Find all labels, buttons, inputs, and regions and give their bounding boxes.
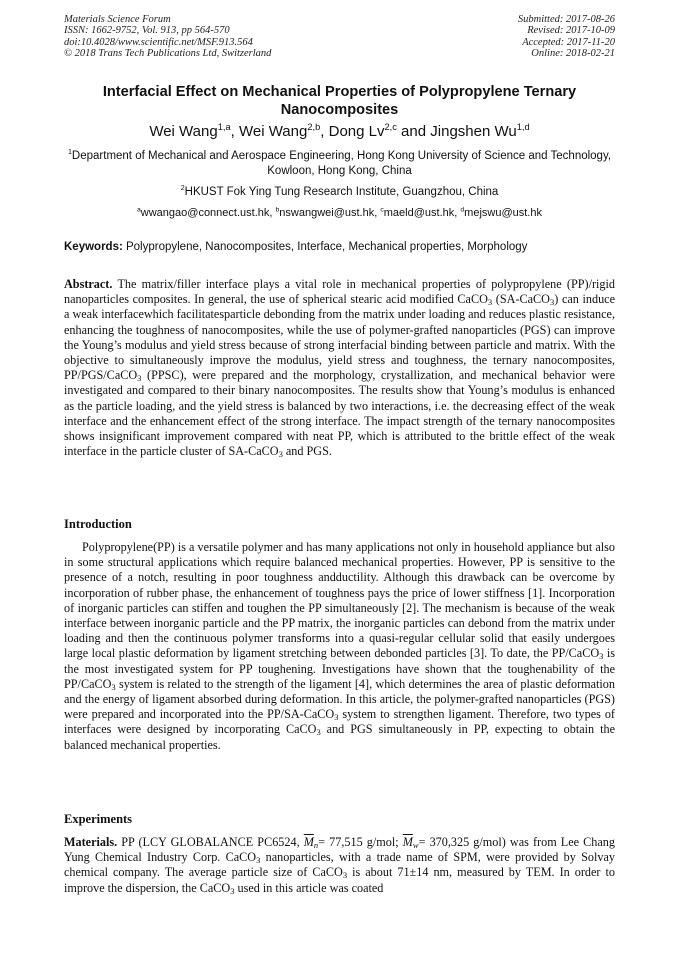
intro-text: system to strengthen ligament. Therefore, two types of interfaces were designed by incorporating CaCO	[64, 707, 615, 737]
author-separator: ,	[230, 123, 239, 140]
email-sup: b	[275, 206, 280, 214]
email[interactable]: mejswu@ust.hk	[464, 207, 542, 219]
submitted-date: Submitted: 2017-08-26	[517, 14, 615, 25]
author-name: Wei Wang	[238, 123, 308, 140]
exp-text: PP (LCY GLOBALANCE PC6524,	[117, 835, 304, 849]
keywords	[64, 241, 615, 253]
subscript: 3	[487, 297, 493, 308]
subscript: 3	[230, 885, 235, 896]
abstract-text: (PPSC), were prepared and the morphology, crystallization, and mechanical behavior were investigated and compared to their binary nanocomposites. The results show that Young’s modulus is enhanced as the particle loading, and the yield stress is balanced by two interactions, i.e. the decreasing effect of the weak interface and the enhancement effect of the strong interface. The impact strength of the ternary nanocomposites shows insignificant improvement compared with neat PP, which is attributed to the brittle effect of the weak interface in the particle cluster of SA-CaCO	[64, 368, 615, 459]
subscript: 3	[278, 449, 283, 460]
email-sup: c	[380, 206, 384, 214]
doi[interactable]: doi:10.4028/www.scientific.net/MSF.913.564	[64, 36, 253, 48]
journal-info	[64, 14, 271, 60]
affil-text: HKUST Fok Ying Tung Research Institute, Guangzhou, China	[184, 186, 499, 198]
intro-text: and PGS simultaneously in PP, expecting to obtain the balanced mechanical properties.	[64, 722, 615, 752]
email-list: $^a$wwangao@connect.ust.hk, $^b$nswangwei@ust.hk, $^c$maeld@ust.hk, $^d$mejswu@ust.hk	[137, 206, 542, 219]
exp-text: is about 71±14 nm, measured by TEM. In order to improve the dispersion, the CaCO	[64, 865, 615, 895]
experiments-heading: Experiments	[64, 812, 133, 826]
subscript: 3	[334, 712, 339, 723]
abstract-text: (SA-CaCO	[492, 292, 550, 307]
author-name: Wei Wang	[149, 123, 218, 140]
subscript: 3	[256, 855, 261, 866]
author-affil-sup: 1,d	[516, 122, 530, 132]
affiliation-2	[64, 185, 615, 200]
mw-symbol: $\overline{M}$	[402, 835, 413, 849]
materials-label: Materials.	[64, 835, 118, 849]
author-affil-sup: 2,b	[307, 122, 321, 132]
intro-text: system is related to the strength of the ligament [4], which determines the area of plastic deformation and the energy of ligament absorbed during deformation. In this article, the polymer-grafted nanoparticles (PGS) were prepared and incorporated into the PP/SA-CaCO	[64, 676, 615, 722]
accepted-date: Accepted: 2017-11-20	[522, 36, 615, 48]
subscript: n	[313, 840, 319, 851]
email[interactable]: nswangwei@ust.hk	[279, 207, 375, 219]
dates-info	[518, 14, 615, 60]
subscript: 3	[316, 727, 321, 738]
affil-text: Department of Mechanical and Aerospace Engineering, Hong Kong University of Science and Technology, Kowloon, Hong Kong, China	[71, 150, 612, 177]
author-separator: ,	[320, 123, 329, 140]
paper-title: Interfacial Effect on Mechanical Properties of Polypropylene Ternary Nanocomposites	[102, 84, 577, 118]
exp-text: = 370,325 g/mol) was from Lee Chang Yung Chemical Industry Corp. CaCO	[64, 835, 615, 865]
subscript: w	[412, 840, 419, 851]
affiliation-1	[64, 149, 615, 178]
affil-sup: 1	[67, 148, 72, 157]
intro-text: is the most investigated system for PP toughening. Investigations have shown that the toughenability of the PP/CaCO	[64, 646, 615, 691]
journal-name: Materials Science Forum	[64, 14, 171, 25]
exp-text: used in this article was coated	[234, 880, 384, 895]
author-list	[64, 123, 615, 141]
abstract-label: Abstract.	[64, 277, 113, 291]
author-affil-sup: 2,c	[384, 122, 397, 132]
mn-symbol: $\overline{M}$	[303, 835, 314, 849]
online-date: Online: 2018-02-21	[531, 48, 615, 60]
revised-date: Revised: 2017-10-09	[527, 25, 615, 37]
email-sup: d	[460, 206, 465, 214]
affil-sup: 2	[180, 184, 185, 193]
experiments-body	[64, 835, 615, 896]
keywords-text: Polypropylene, Nanocomposites, Interface, Mechanical properties, Morphology	[122, 241, 528, 253]
abstract-text: ) can induce a weak interfacewhich facilitatesparticle debonding from the matrix under loading and reduces plastic resistance, enhancing the toughness of nanocomposites, while the use of polymer-grafted nanoparticles (PGS) can improve the Young’s modulus and yield stress because of strong interfacial binding between particle and matrix. With the objective to simultaneously improve the modulus, yield stress and toughness, the ternary nanocomposites, PP/PGS/CaCO	[64, 292, 616, 383]
keywords-label: Keywords:	[64, 241, 123, 253]
introduction-body	[64, 540, 615, 753]
subscript: 3	[599, 651, 604, 662]
abstract-text: and PGS.	[282, 444, 332, 459]
exp-text: nanoparticles, with a trade name of SPM, were provided by Solvay chemical company. The average particle size of CaCO	[64, 850, 615, 880]
author-name: Jingshen Wu	[430, 123, 517, 140]
intro-text: Polypropylene(PP) is a versatile polymer and has many applications not only in household appliance but also in some structural applications which require balanced mechanical properties. However, PP is sensitive to the presence of a notch, resulting in poor toughness andductility. Although this drawback can be overcome by incorporation of rubber phase, the enhancement of toughness pays the price of lower stiffness [1]. Incorporation of inorganic particles can stiffen and toughen the PP simultaneously [2]. The mechanism is because of the weak interface between inorganic particle and the PP matrix, the inorganic particles can debond from the matrix under loading and then the continuous polymer transforms into a quasi-regular cellular solid that easily undergoes large local plastic deformation by ligament stretching between debonded particles [3]. To date, the PP/CaCO	[64, 540, 615, 661]
subscript: 3	[549, 297, 555, 308]
exp-text: = 77,515 g/mol;	[318, 835, 403, 849]
abstract	[64, 277, 615, 459]
email[interactable]: wwangao@connect.ust.hk	[140, 207, 270, 219]
author-conjunction: and	[396, 123, 431, 140]
subscript: 3	[342, 870, 348, 881]
subscript: 3	[137, 373, 142, 384]
issn: ISSN: 1662-9752, Vol. 913, pp 564-570	[64, 25, 230, 37]
abstract-text: The matrix/filler interface plays a vital role in mechanical properties of polypropylene (PP)/rigid nanoparticles composites. In general, the use of spherical stearic acid modified CaCO	[64, 277, 615, 307]
email[interactable]: maeld@ust.hk	[383, 207, 455, 219]
subscript: 3	[111, 681, 116, 692]
email-sup: a	[137, 206, 141, 214]
copyright: © 2018 Trans Tech Publications Ltd, Switzerland	[64, 48, 272, 60]
introduction-heading: Introduction	[64, 517, 132, 531]
author-affil-sup: 1,a	[217, 122, 231, 132]
author-name: Dong Lv	[328, 123, 385, 140]
